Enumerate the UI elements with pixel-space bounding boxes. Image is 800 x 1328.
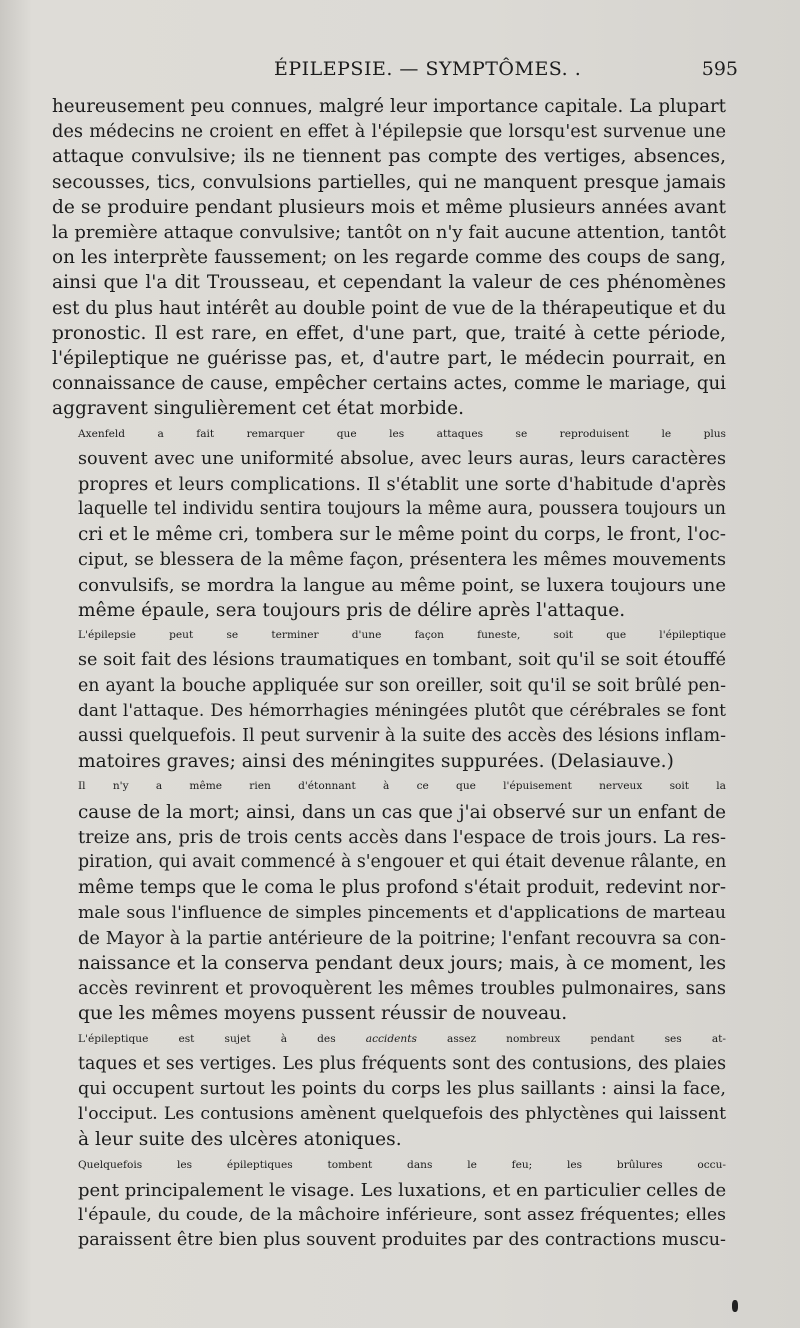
text-line: matoires graves; ainsi des méningites suppurées. (Delasiauve.): [78, 751, 674, 773]
ink-speck: [732, 1300, 738, 1312]
text-line: Axenfeld a fait remarquer que les attaques se reproduisent le plus: [78, 427, 726, 440]
text-line: pronostic. Il est rare, en effet, d'une part, que, traité à cette période,: [52, 322, 726, 344]
text-line: l'épileptique ne guérisse pas, et, d'autre part, le médecin pourrait, en: [52, 348, 726, 370]
text-line: pent principalement le visage. Les luxations, et en particulier celles de: [78, 1179, 727, 1201]
paragraph: [52, 1027, 726, 1153]
text-line: [52, 1027, 726, 1052]
text-line: même épaule, sera toujours pris de délire après l'attaque.: [78, 600, 626, 622]
text-run: assez nombreux pendant ses at-: [416, 1032, 726, 1045]
text-line: piration, qui avait commencé à s'engouer et qui était devenue râlante, en: [78, 852, 727, 873]
text-line: taques et ses vertiges. Les plus fréquents sont des contusions, des plaies: [78, 1053, 726, 1074]
text-line: connaissance de cause, empêcher certains actes, comme le mariage, qui: [52, 373, 726, 395]
text-line: qui occupent surtout les points du corps les plus saillants : ainsi la face,: [78, 1078, 726, 1099]
text-line: souvent avec une uniformité absolue, avec leurs auras, leurs caractères: [78, 448, 726, 469]
text-line: laquelle tel individu sentira toujours la même aura, poussera toujours un: [78, 499, 726, 520]
text-line: la première attaque convulsive; tantôt on n'y fait aucune attention, tantôt: [52, 222, 726, 244]
emphasis-accidents: accidents: [365, 1032, 417, 1045]
text-line: naissance et la conserva pendant deux jours; mais, à ce moment, les: [78, 952, 726, 974]
text-line: convulsifs, se mordra la langue au même point, se luxera toujours une: [78, 574, 726, 596]
text-line: aussi quelquefois. Il peut survenir à la suite des accès des lésions inflam-: [78, 726, 726, 747]
text-line: à leur suite des ulcères atoniques.: [78, 1129, 402, 1151]
text-line: L'épilepsie peut se terminer d'une façon funeste, soit que l'épileptique: [78, 629, 726, 642]
paragraph: [52, 623, 726, 774]
text-line: des médecins ne croient en effet à l'épilepsie que lorsqu'est survenue une: [52, 121, 726, 143]
text-line: propres et leurs complications. Il s'établit une sorte d'habitude d'après: [78, 474, 726, 496]
text-line: l'épaule, du coude, de la mâchoire inférieure, sont assez fréquentes; elles: [78, 1204, 726, 1225]
page-number: 595: [701, 58, 738, 80]
text-line: cause de la mort; ainsi, dans un cas que j'ai observé sur un enfant de: [78, 801, 726, 823]
text-line: en ayant la bouche appliquée sur son oreiller, soit qu'il se soit brûlé pen-: [78, 675, 726, 696]
text-line: que les mêmes moyens pussent réussir de nouveau.: [78, 1003, 568, 1025]
text-line: ainsi que l'a dit Trousseau, et cependant la valeur de ces phénomènes: [52, 272, 726, 294]
text-line: attaque convulsive; ils ne tiennent pas compte des vertiges, absences,: [52, 146, 726, 168]
page-header: [50, 58, 740, 88]
text-line: cri et le même cri, tombera sur le même point du corps, le front, l'oc-: [78, 524, 726, 546]
text-line: l'occiput. Les contusions amènent quelquefois des phlyctènes qui laissent: [78, 1104, 726, 1125]
text-line: même temps que le coma le plus profond s'était produit, redevint nor-: [78, 877, 726, 899]
paragraph: [52, 1153, 726, 1254]
paragraph: [52, 774, 726, 1026]
text-line: dant l'attaque. Des hémorrhagies méningées plutôt que cérébrales se font: [78, 700, 726, 721]
text-line: aggravent singulièrement cet état morbide.: [52, 398, 464, 420]
text-line: de se produire pendant plusieurs mois et même plusieurs années avant: [52, 196, 726, 218]
text-line: est du plus haut intérêt au double point de vue de la thérapeutique et du: [52, 297, 726, 319]
text-line: Quelquefois les épileptiques tombent dans le feu; les brûlures occu-: [78, 1158, 726, 1171]
running-head: ÉPILEPSIE. — SYMPTÔMES. .: [274, 58, 582, 80]
text-line: treize ans, pris de trois cents accès dans l'espace de trois jours. La res-: [78, 826, 726, 848]
paragraph: [52, 94, 726, 422]
text-line: Il n'y a même rien d'étonnant à ce que l'épuisement nerveux soit la: [78, 780, 726, 793]
text-line: secousses, tics, convulsions partielles, qui ne manquent presque jamais: [52, 171, 726, 193]
text-line: male sous l'influence de simples pincements et d'applications de marteau: [78, 902, 726, 923]
text-line: accès revinrent et provoquèrent les mêmes troubles pulmonaires, sans: [78, 978, 726, 1000]
text-line: on les interprète faussement; on les regarde comme des coups de sang,: [52, 247, 726, 269]
text-line: se soit fait des lésions traumatiques en tombant, soit qu'il se soit étouffé: [78, 650, 726, 671]
paragraph: [52, 422, 726, 624]
body-text: [52, 94, 726, 1253]
text-line: ciput, se blessera de la même façon, présentera les mêmes mouvements: [78, 549, 726, 570]
text-line: heureusement peu connues, malgré leur importance capitale. La plupart: [52, 96, 726, 117]
text-line: de Mayor à la partie antérieure de la poitrine; l'enfant recouvra sa con-: [78, 927, 726, 949]
text-line: paraissent être bien plus souvent produites par des contractions muscu-: [78, 1230, 726, 1251]
text-run: L'épileptique est sujet à des: [78, 1032, 366, 1045]
